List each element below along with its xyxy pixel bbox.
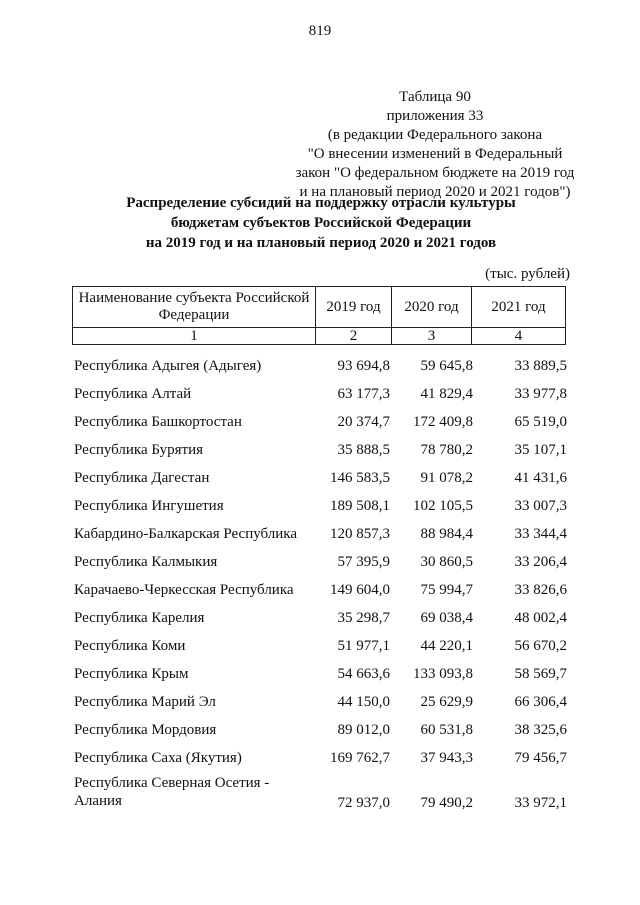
value-2020: 172 409,8 — [413, 414, 473, 430]
table-row — [72, 772, 572, 820]
table-row — [72, 688, 572, 716]
value-2019: 20 374,7 — [337, 414, 390, 430]
region-name: Республика Марий Эл — [74, 694, 216, 710]
appendix-line: (в редакции Федерального закона — [327, 127, 543, 143]
region-name: Республика Ингушетия — [74, 498, 224, 514]
table-row — [72, 604, 572, 632]
appendix-line: Таблица 90 — [399, 89, 471, 105]
value-2021: 56 670,2 — [514, 638, 567, 654]
value-2020: 25 629,9 — [420, 694, 473, 710]
region-name: Республика Башкортостан — [74, 414, 242, 430]
value-2020: 75 994,7 — [420, 582, 473, 598]
value-2019: 44 150,0 — [337, 694, 390, 710]
value-2020: 69 038,4 — [420, 610, 473, 626]
value-2019: 72 937,0 — [337, 795, 390, 811]
column-number: 3 — [392, 328, 472, 345]
region-name: Республика Адыгея (Адыгея) — [74, 358, 262, 374]
table-row — [72, 408, 572, 436]
title-line: Распределение субсидий на поддержку отрасли культуры — [126, 195, 516, 211]
value-2020: 60 531,8 — [420, 722, 473, 738]
value-2021: 38 325,6 — [514, 722, 567, 738]
region-name: Республика Карелия — [74, 610, 205, 626]
table-header — [72, 286, 566, 345]
units-label: (тыс. рублей) — [485, 266, 570, 282]
region-name: Карачаево-Черкесская Республика — [74, 582, 294, 598]
region-name: Кабардино-Балкарская Республика — [74, 526, 298, 542]
value-2019: 57 395,9 — [337, 554, 390, 570]
value-2019: 149 604,0 — [330, 582, 390, 598]
value-2021: 35 107,1 — [514, 442, 567, 458]
region-name: Республика Саха (Якутия) — [74, 750, 242, 766]
appendix-line: и на плановый период 2020 и 2021 годов") — [299, 184, 571, 200]
header-2020: 2020 год — [392, 287, 472, 328]
header-2021: 2021 год — [472, 287, 566, 328]
table-row — [72, 716, 572, 744]
value-2019: 169 762,7 — [330, 750, 390, 766]
value-2021: 33 007,3 — [514, 498, 567, 514]
value-2020: 41 829,4 — [420, 386, 473, 402]
value-2020: 44 220,1 — [420, 638, 473, 654]
value-2020: 79 490,2 — [420, 795, 473, 811]
value-2020: 88 984,4 — [420, 526, 473, 542]
value-2021: 33 972,1 — [514, 795, 567, 811]
column-number: 4 — [472, 328, 566, 345]
appendix-reference — [290, 88, 580, 202]
value-2021: 33 977,8 — [514, 386, 567, 402]
value-2019: 189 508,1 — [330, 498, 390, 514]
region-name: Республика Коми — [74, 638, 186, 654]
value-2021: 33 344,4 — [514, 526, 567, 542]
header-name: Наименование субъекта Российской Федерации — [73, 287, 316, 328]
table-row — [72, 576, 572, 604]
value-2019: 89 012,0 — [337, 722, 390, 738]
region-name: Республика Мордовия — [74, 722, 217, 738]
value-2019: 51 977,1 — [337, 638, 390, 654]
value-2020: 59 645,8 — [420, 358, 473, 374]
appendix-line: закон "О федеральном бюджете на 2019 год — [295, 165, 575, 181]
document-title — [100, 193, 542, 253]
region-name: Республика Алтай — [74, 386, 192, 402]
value-2021: 65 519,0 — [514, 414, 567, 430]
value-2019: 146 583,5 — [330, 470, 390, 486]
value-2021: 48 002,4 — [514, 610, 567, 626]
value-2019: 63 177,3 — [337, 386, 390, 402]
header-2019: 2019 год — [316, 287, 392, 328]
value-2019: 93 694,8 — [337, 358, 390, 374]
title-line: на 2019 год и на плановый период 2020 и 2021 годов — [145, 235, 497, 251]
region-name: Республика Дагестан — [74, 470, 210, 486]
table-row — [72, 352, 572, 380]
value-2020: 37 943,3 — [420, 750, 473, 766]
value-2020: 30 860,5 — [420, 554, 473, 570]
value-2021: 33 826,6 — [514, 582, 567, 598]
table-row — [72, 660, 572, 688]
table-row — [72, 380, 572, 408]
table-row — [72, 632, 572, 660]
region-name: Республика Бурятия — [74, 442, 204, 458]
table-row — [72, 744, 572, 772]
table-row — [72, 548, 572, 576]
value-2021: 33 889,5 — [514, 358, 567, 374]
appendix-line: "О внесении изменений в Федеральный — [307, 146, 563, 162]
region-name: Республика Крым — [74, 666, 189, 682]
value-2021: 41 431,6 — [514, 470, 567, 486]
table-body — [72, 352, 572, 820]
table-row — [72, 520, 572, 548]
column-number: 1 — [73, 328, 316, 345]
value-2021: 33 206,4 — [514, 554, 567, 570]
value-2021: 79 456,7 — [514, 750, 567, 766]
table-row — [72, 436, 572, 464]
value-2021: 66 306,4 — [514, 694, 567, 710]
value-2019: 35 888,5 — [337, 442, 390, 458]
column-number: 2 — [316, 328, 392, 345]
value-2019: 120 857,3 — [330, 526, 390, 542]
value-2019: 35 298,7 — [337, 610, 390, 626]
value-2019: 54 663,6 — [337, 666, 390, 682]
value-2020: 78 780,2 — [420, 442, 473, 458]
value-2020: 102 105,5 — [413, 498, 473, 514]
title-line: бюджетам субъектов Российской Федерации — [170, 215, 472, 231]
value-2020: 133 093,8 — [413, 666, 473, 682]
value-2020: 91 078,2 — [420, 470, 473, 486]
appendix-line: приложения 33 — [386, 108, 484, 124]
page-number: 819 — [308, 23, 332, 39]
table-row — [72, 464, 572, 492]
table-row — [72, 492, 572, 520]
region-name: Республика Северная Осетия - Алания — [74, 775, 270, 809]
region-name: Республика Калмыкия — [74, 554, 218, 570]
value-2021: 58 569,7 — [514, 666, 567, 682]
